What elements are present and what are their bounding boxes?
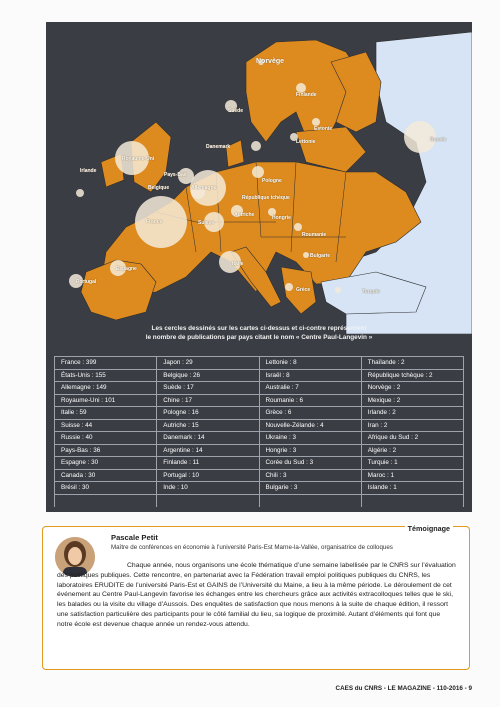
testimony-text: Chaque année, nous organisons une école thématique d’une semaine labellisée par le CNRS sur l’évaluation des politiques publiques. Cette rencontre, en partenariat avec la Fédération travail emploi politiques publiques du CNRS, les laboratoires ERUDITE de l’université Paris-Est et GAINS de l’Université du Maine, a lieu à la même période. Le déroulement de cet événement au Centre Paul-Langevin favorise les échanges entre les chercheurs grâce aux activités extracolloques telles que le ski, les balades ou la visite du village d’Aussois. Des enquêtes de satisfaction que nous menons à la suite de chaque édition, il ressort une satisfaction particulière des participants pour le côté familial du lieu, sa logique de proximité. Autant d’éléments qui font que notre école est devenue chaque année un rendez-vous attendu. (57, 562, 456, 628)
map-label-republique-tcheque: République tchèque (242, 195, 290, 201)
map-label-lettonie: Lettonie (296, 139, 316, 145)
map-label-estonie: Estonie (314, 126, 333, 132)
table-cell: Autriche : 15 (157, 420, 258, 433)
map-label-bulgarie: Bulgarie (310, 253, 331, 259)
table-cell: Suède : 17 (157, 382, 258, 395)
map-label-allemagne: Allemagne (191, 185, 217, 191)
table-cell: Hongrie : 3 (260, 445, 361, 458)
map-label-russie: Russie (430, 137, 447, 143)
table-cell: Roumanie : 6 (260, 395, 361, 408)
map-label-royaume-uni: Royaume-Uni (122, 156, 155, 162)
map-label-autriche: Autriche (234, 212, 255, 218)
map-label-suede: Suède (228, 108, 244, 114)
table-cell: Afrique du Sud : 2 (362, 432, 463, 445)
table-cell: Chine : 17 (157, 395, 258, 408)
table-cell: Mexique : 2 (362, 395, 463, 408)
table-cell: Ukraine : 3 (260, 432, 361, 445)
table-cell: Suisse : 44 (55, 420, 156, 433)
table-cell: Belgique : 26 (157, 370, 258, 383)
table-cell: Allemagne : 149 (55, 382, 156, 395)
table-cell: États-Unis : 155 (55, 370, 156, 383)
map-label-portugal: Portugal (76, 279, 97, 285)
table-cell: Chili : 3 (260, 470, 361, 483)
author-role: Maître de conférences en économie à l’université Paris-Est Marne-la-Vallée, organisatrice de colloques (111, 544, 393, 551)
table-cell: Australie : 7 (260, 382, 361, 395)
table-cell: Iran : 2 (362, 420, 463, 433)
table-cell: Turquie : 1 (362, 457, 463, 470)
table-cell: Portugal : 10 (157, 470, 258, 483)
caption-line-1: Les cercles dessinés sur les cartes ci-dessus et ci-contre représentent (151, 325, 367, 332)
table-cell: Brésil : 30 (55, 482, 156, 495)
table-column-4 (362, 357, 464, 507)
table-cell: Thaïlande : 2 (362, 357, 463, 370)
table-cell: Pays-Bas : 36 (55, 445, 156, 458)
map-label-irlande: Irlande (80, 168, 97, 174)
table-cell: Espagne : 30 (55, 457, 156, 470)
table-cell: Norvège : 2 (362, 382, 463, 395)
map-label-finlande: Finlande (296, 92, 317, 98)
table-cell: Grèce : 6 (260, 407, 361, 420)
page-footer: CAES du CNRS - LE MAGAZINE - 110-2016 - 9 (335, 685, 472, 692)
table-cell: République tchèque : 2 (362, 370, 463, 383)
map-label-roumanie: Roumanie (302, 232, 327, 238)
map-label-france: France (146, 219, 163, 225)
map-label-hongrie: Hongrie (272, 215, 291, 221)
table-cell: Canada : 30 (55, 470, 156, 483)
table-cell: Lettonie : 8 (260, 357, 361, 370)
map-label-pologne: Pologne (262, 178, 282, 184)
map-label-italie: Italie (232, 261, 244, 267)
author-name: Pascale Petit (111, 533, 158, 542)
table-cell: Irlande : 2 (362, 407, 463, 420)
table-cell: Algérie : 2 (362, 445, 463, 458)
table-cell: Islande : 1 (362, 482, 463, 495)
map-caption (66, 324, 452, 342)
table-column-1 (54, 357, 157, 507)
table-cell: Danemark : 14 (157, 432, 258, 445)
europe-map-graphic (46, 22, 472, 334)
map-label-norvege: Norvège (256, 58, 285, 65)
map-label-pays-bas: Pays-Bas (164, 172, 187, 178)
table-cell: Maroc : 1 (362, 470, 463, 483)
publications-panel (46, 22, 472, 512)
map-label-danemark: Danemark (206, 144, 231, 150)
map-label-espagne: Espagne (116, 266, 137, 272)
table-column-2 (157, 357, 259, 507)
table-cell: Corée du Sud : 3 (260, 457, 361, 470)
table-cell: Israël : 8 (260, 370, 361, 383)
map-label-turquie: Turquie (362, 289, 380, 295)
table-cell: Argentine : 14 (157, 445, 258, 458)
table-cell: Nouvelle-Zélande : 4 (260, 420, 361, 433)
testimony-box (42, 526, 470, 670)
publications-table (54, 356, 464, 507)
table-cell: Japon : 29 (157, 357, 258, 370)
map-label-belgique: Belgique (148, 185, 170, 191)
caption-line-2: le nombre de publications par pays citant le nom « Centre Paul-Langevin » (145, 334, 373, 341)
table-column-3 (260, 357, 362, 507)
map-label-grece: Grèce (296, 287, 311, 293)
table-cell: Russie : 40 (55, 432, 156, 445)
map-label-suisse: Suisse (198, 220, 215, 226)
table-cell: France : 399 (55, 357, 156, 370)
table-cell: Italie : 59 (55, 407, 156, 420)
table-cell: Pologne : 16 (157, 407, 258, 420)
europe-map (46, 22, 472, 334)
table-cell: Bulgarie : 3 (260, 482, 361, 495)
testimony-section-label: Témoignage (405, 524, 453, 533)
table-cell: Finlande : 11 (157, 457, 258, 470)
table-cell: Inde : 10 (157, 482, 258, 495)
table-cell: Royaume-Uni : 101 (55, 395, 156, 408)
